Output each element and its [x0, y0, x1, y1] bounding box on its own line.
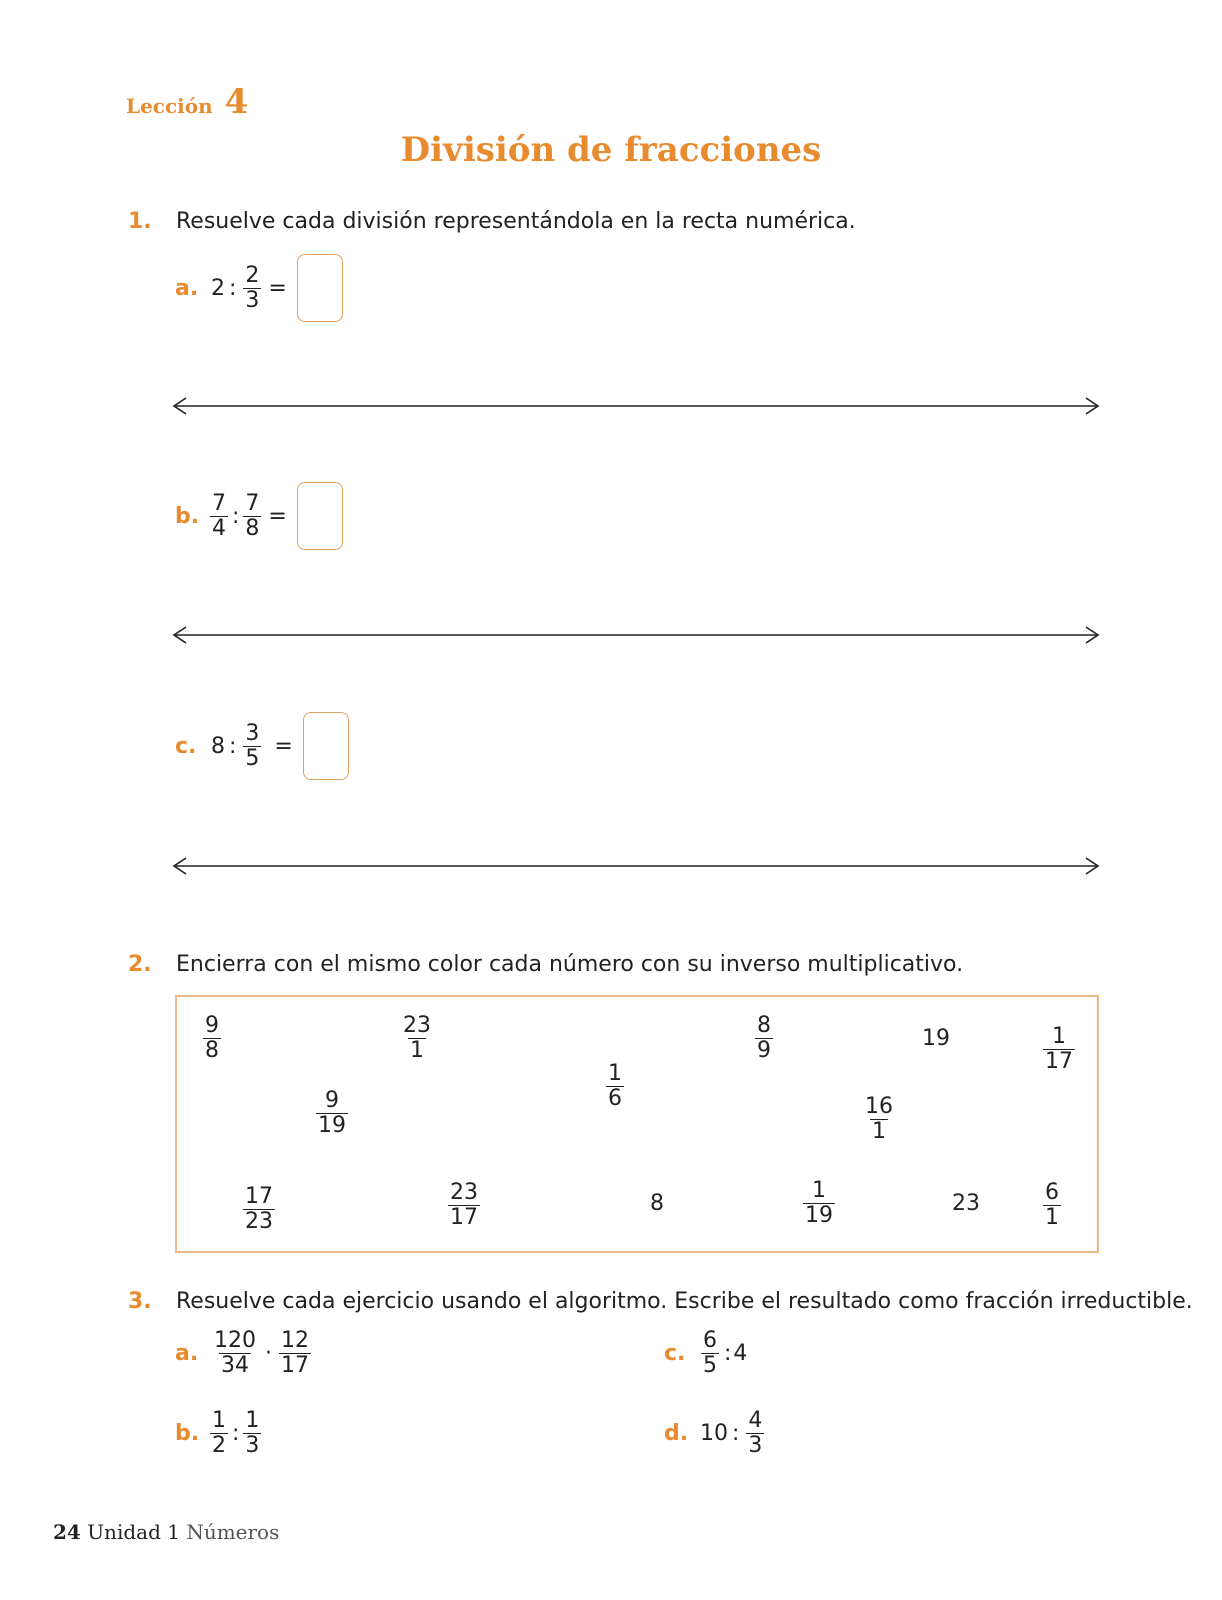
denominator: 8 [245, 515, 260, 541]
question-1-header [128, 209, 856, 234]
answer-box[interactable] [297, 254, 343, 322]
number-item[interactable]: 8 [650, 1191, 664, 1216]
answer-box[interactable] [303, 712, 349, 780]
fraction: $\frac{120}{34}$ [214, 1328, 256, 1378]
fraction: $\frac{6}{5}$ [703, 1328, 717, 1378]
number-line-b[interactable] [172, 625, 1100, 645]
unit-label: Unidad 1 [87, 1520, 180, 1544]
number-item[interactable]: $\frac{9}{19}$ [318, 1088, 346, 1138]
equals-sign: = [274, 733, 293, 759]
number-item[interactable]: $\frac{1}{17}$ [1045, 1024, 1073, 1074]
fraction: $\frac{1}{3}$ [245, 1408, 260, 1458]
question-number: 2. [128, 952, 152, 977]
numerator: 2 [245, 262, 260, 288]
operator: : [724, 1341, 732, 1366]
denominator: 3 [245, 287, 260, 313]
denominator: 5 [245, 745, 260, 771]
question-number: 3. [128, 1289, 152, 1314]
page-number: 24 [53, 1520, 81, 1544]
answer-box[interactable] [297, 482, 343, 550]
number-item[interactable]: $\frac{23}{17}$ [450, 1180, 478, 1230]
fraction: $\frac{12}{17}$ [281, 1328, 309, 1378]
number-item[interactable]: $\frac{16}{1}$ [865, 1094, 893, 1144]
operand: 8 [211, 733, 225, 759]
number-item[interactable]: $\frac{1}{6}$ [608, 1061, 622, 1111]
exercise-letter: b. [175, 503, 200, 529]
equals-sign: = [268, 503, 287, 529]
exercise-1c [175, 712, 349, 780]
operator: · [265, 1341, 272, 1366]
operator: : [229, 733, 237, 759]
numerator: 3 [245, 720, 260, 746]
exercise-letter: b. [175, 1421, 200, 1446]
number-item[interactable]: $\frac{9}{8}$ [205, 1013, 219, 1063]
operand: 10 [700, 1421, 728, 1446]
lesson-header [126, 82, 248, 122]
number-item[interactable]: $\frac{17}{23}$ [245, 1184, 273, 1234]
question-number: 1. [128, 209, 152, 234]
number-line-a[interactable] [172, 396, 1100, 416]
operand: 2 [211, 275, 225, 301]
numerator: 7 [212, 490, 226, 516]
fraction [243, 490, 261, 541]
exercise-1a [175, 254, 343, 322]
exercise-3d [664, 1410, 767, 1457]
question-3-header [128, 1289, 1193, 1314]
fraction: $\frac{1}{2}$ [212, 1408, 226, 1458]
number-item[interactable]: $\frac{6}{1}$ [1045, 1180, 1059, 1230]
number-line-c[interactable] [172, 856, 1100, 876]
exercise-letter: c. [175, 733, 197, 759]
operator: : [229, 275, 237, 301]
operator: : [732, 1421, 740, 1446]
lesson-label: Lección [126, 94, 213, 118]
number-item[interactable]: $\frac{1}{19}$ [805, 1178, 833, 1228]
exercise-letter: a. [175, 1341, 199, 1366]
question-2-header [128, 952, 963, 977]
exercise-1b [175, 482, 343, 550]
exercise-3b [175, 1410, 264, 1457]
page-footer [53, 1520, 279, 1544]
number-item[interactable]: 23 [952, 1191, 980, 1216]
numerator: 7 [245, 490, 260, 516]
question-text: Resuelve cada división representándola en la recta numérica. [176, 209, 856, 234]
exercise-3c [664, 1330, 747, 1377]
page-title: División de fracciones [400, 130, 822, 170]
lesson-number: 4 [224, 82, 249, 122]
question-text: Resuelve cada ejercicio usando el algoritmo. Escribe el resultado como fracción irreductible. [176, 1289, 1193, 1314]
question-text: Encierra con el mismo color cada número con su inverso multiplicativo. [176, 952, 964, 977]
fraction [243, 720, 261, 771]
exercise-3a [175, 1330, 314, 1377]
number-item[interactable]: $\frac{23}{1}$ [403, 1013, 431, 1063]
fraction: $\frac{4}{3}$ [748, 1408, 763, 1458]
fraction [210, 490, 228, 541]
exercise-letter: d. [664, 1421, 689, 1446]
number-item[interactable]: 19 [922, 1026, 950, 1051]
operator: : [232, 503, 240, 529]
fraction [243, 262, 261, 313]
equals-sign: = [268, 275, 287, 301]
operand: 4 [733, 1341, 748, 1366]
exercise-letter: c. [664, 1341, 686, 1366]
denominator: 4 [212, 515, 226, 541]
exercise-letter: a. [175, 275, 199, 301]
number-item[interactable]: $\frac{8}{9}$ [757, 1013, 771, 1063]
operator: : [232, 1421, 240, 1446]
section-label: Números [186, 1520, 280, 1544]
